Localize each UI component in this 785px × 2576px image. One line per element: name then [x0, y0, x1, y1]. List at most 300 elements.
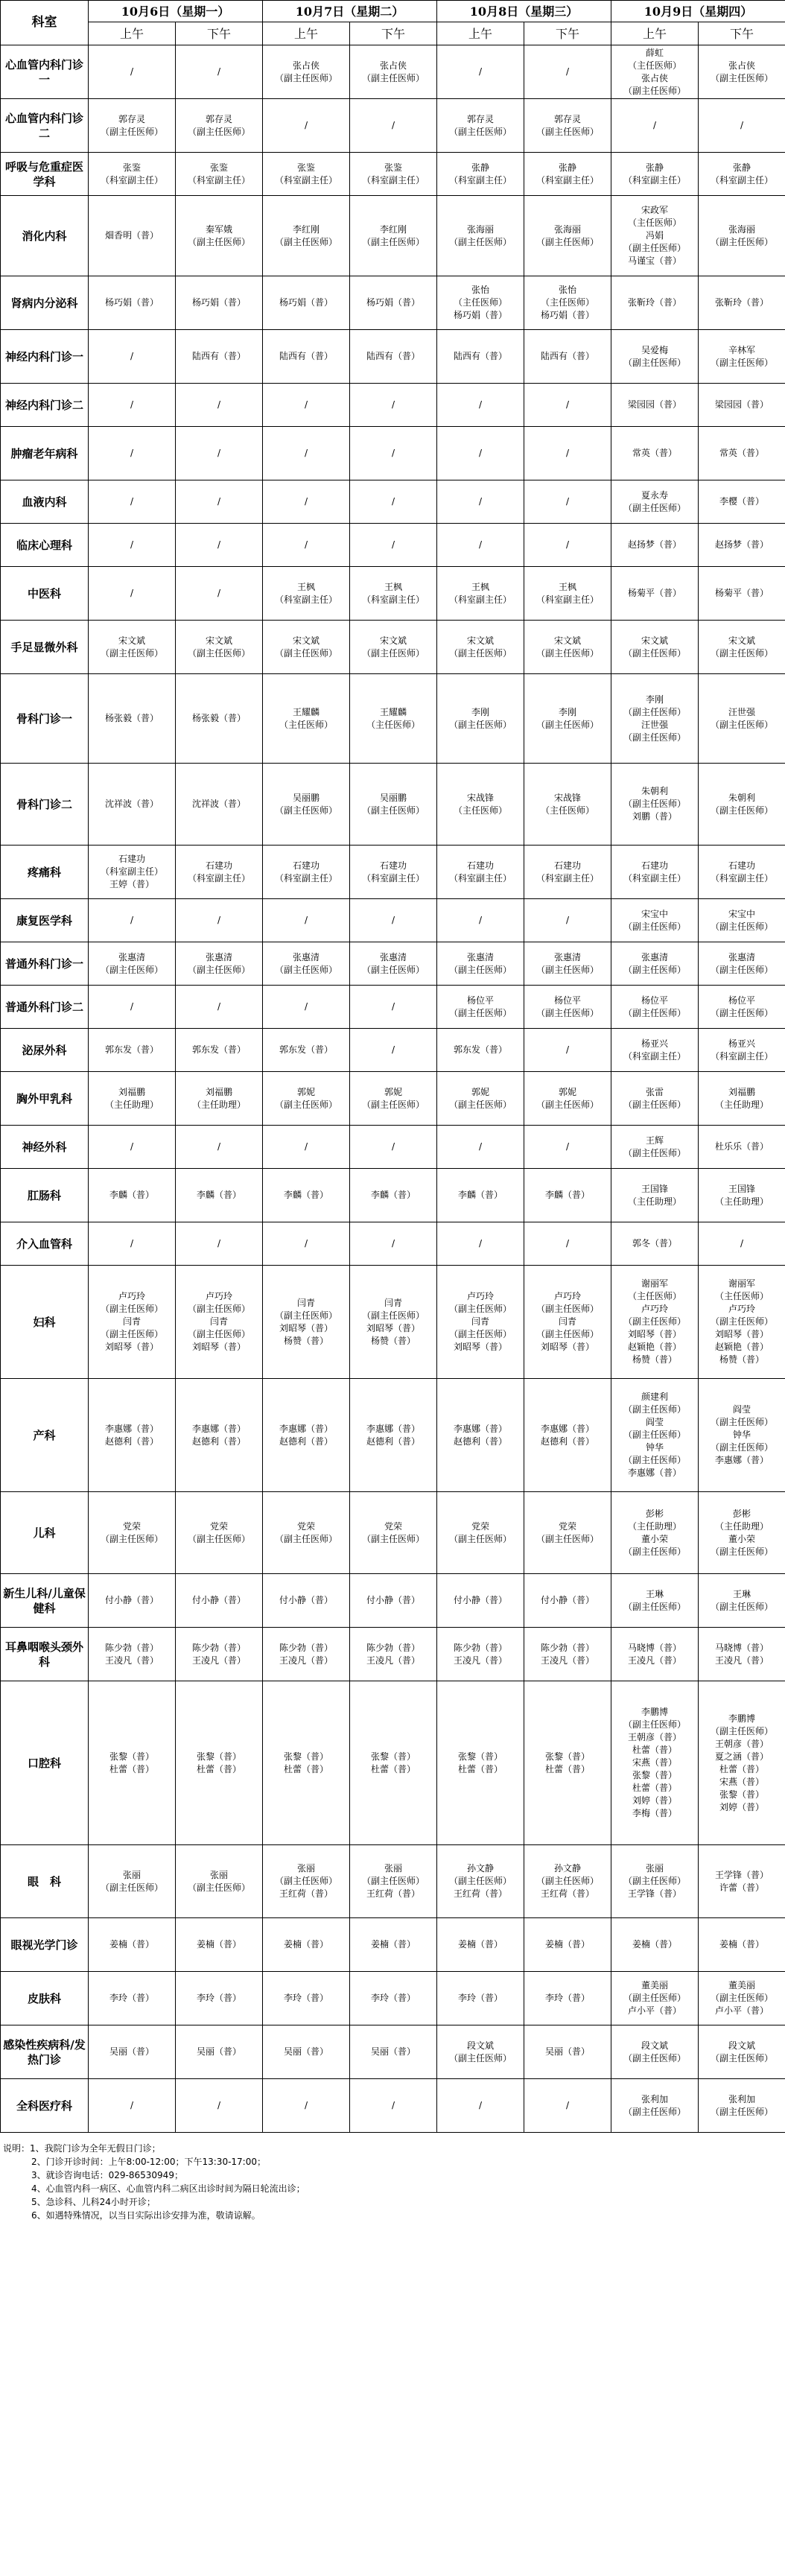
doctor-entry: 郭冬（普）: [632, 1238, 677, 1249]
schedule-cell-tue-pm: [350, 986, 437, 1029]
table-row: [1, 1628, 785, 1681]
doctor-entry: 姜楠（普）: [632, 1939, 677, 1950]
doctor-entry: 王凌凡（普）: [714, 1655, 769, 1666]
doctor-entry: 刘昭琴（普）: [627, 1329, 681, 1339]
doctor-entry: 李麟（普）: [370, 1190, 416, 1200]
doctor-entry: （副主任医师）: [274, 805, 337, 816]
table-row: [1, 764, 785, 846]
schedule-cell-mon-pm: [176, 1169, 263, 1222]
doctor-entry: （科室副主任）: [535, 872, 599, 883]
doctor-entry: /: [478, 496, 483, 507]
schedule-cell-mon-pm: [176, 1574, 263, 1628]
schedule-cell-tue-am: [263, 1029, 350, 1072]
schedule-cell-mon-am: [89, 1628, 176, 1681]
doctor-entry: 张黎（普）: [544, 1751, 590, 1762]
schedule-cell-mon-pm: [176, 1072, 263, 1126]
doctor-entry: （主任助理）: [104, 1099, 159, 1110]
doctor-entry: 王学锋（普）: [627, 1888, 681, 1899]
schedule-cell-wed-am: [437, 899, 524, 942]
doctor-entry: /: [217, 1001, 221, 1012]
doctor-entry: 王琳: [732, 1588, 751, 1599]
doctor-entry: 宋燕（普）: [632, 1757, 677, 1768]
schedule-cell-tue-am: [263, 1126, 350, 1169]
doctor-entry: （副主任医师）: [710, 1601, 773, 1612]
doctor-entry: 马晓博（普）: [627, 1642, 681, 1653]
dept-name: 肿瘤老年病科: [1, 427, 89, 480]
doctor-entry: （副主任医师）: [623, 1007, 686, 1018]
doctor-entry: 赵德利（普）: [366, 1435, 420, 1447]
doctor-entry: 张黎（普）: [196, 1751, 241, 1762]
doctor-entry: 宋文斌: [728, 635, 755, 646]
doctor-entry: 杨菊平（普）: [714, 588, 769, 598]
schedule-cell-mon-am: [89, 1072, 176, 1126]
doctor-entry: 王红荷（普）: [279, 1888, 333, 1899]
schedule-cell-thu-pm: [699, 567, 785, 621]
doctor-entry: /: [304, 1001, 308, 1012]
doctor-entry: 赵颖艳（普）: [714, 1342, 769, 1352]
schedule-cell-wed-pm: [524, 45, 611, 99]
schedule-cell-tue-am: [263, 942, 350, 986]
doctor-entry: 李玲（普）: [544, 1993, 590, 2003]
am-header: 上午: [611, 22, 699, 45]
doctor-entry: （副主任医师）: [274, 1533, 337, 1544]
doctor-entry: （副主任医师）: [535, 1007, 599, 1018]
doctor-entry: 李麟（普）: [457, 1190, 503, 1200]
doctor-entry: （副主任医师）: [710, 1007, 773, 1018]
day-header-wed: 10月8日（星期三）: [437, 1, 611, 22]
dept-name: 骨科门诊二: [1, 764, 89, 846]
schedule-cell-tue-pm: [350, 1492, 437, 1574]
doctor-entry: 陈少勃（普）: [540, 1642, 594, 1653]
doctor-entry: 郭妮: [558, 1086, 576, 1097]
doctor-entry: 陈少勃（普）: [104, 1642, 159, 1653]
doctor-entry: 党荣: [558, 1520, 576, 1532]
table-row: [1, 986, 785, 1029]
schedule-cell-thu-pm: [699, 1845, 785, 1918]
schedule-cell-tue-am: [263, 567, 350, 621]
doctor-entry: 杜蕾（普）: [283, 1763, 328, 1774]
doctor-entry: 石建功: [379, 860, 407, 871]
schedule-cell-mon-pm: [176, 567, 263, 621]
schedule-cell-mon-am: [89, 942, 176, 986]
doctor-entry: /: [304, 915, 308, 925]
doctor-entry: 郭东发（普）: [104, 1044, 159, 1055]
doctor-entry: 王枫: [558, 581, 576, 592]
doctor-entry: （副主任医师）: [623, 1876, 686, 1886]
note-line: 6、如遇特殊情况，以当日实际出诊安排为准，敬请谅解。: [31, 2210, 261, 2221]
doctor-entry: 宋宝中: [641, 908, 668, 919]
doctor-entry: 郭存灵: [205, 113, 232, 124]
schedule-cell-wed-pm: [524, 1266, 611, 1379]
schedule-cell-wed-am: [437, 1972, 524, 2025]
table-row: [1, 1029, 785, 1072]
doctor-entry: 段文斌: [641, 2040, 668, 2051]
doctor-entry: （副主任医师）: [710, 647, 773, 659]
doctor-entry: 张鉴: [122, 162, 141, 173]
doctor-entry: /: [391, 1044, 395, 1055]
doctor-entry: 王红荷（普）: [366, 1888, 420, 1899]
schedule-cell-tue-pm: [350, 1972, 437, 2025]
table-row: [1, 1845, 785, 1918]
doctor-entry: 李惠娜（普）: [540, 1423, 594, 1434]
schedule-cell-mon-am: [89, 1972, 176, 2025]
schedule-cell-mon-am: [89, 480, 176, 524]
schedule-cell-wed-pm: [524, 764, 611, 846]
doctor-entry: 王枫: [296, 581, 315, 592]
schedule-cell-wed-am: [437, 942, 524, 986]
table-row: [1, 1266, 785, 1379]
schedule-cell-wed-pm: [524, 1918, 611, 1972]
dept-name: 眼 科: [1, 1845, 89, 1918]
doctor-entry: 梁园园（普）: [627, 399, 681, 410]
doctor-entry: /: [217, 1238, 221, 1249]
doctor-entry: （副主任医师）: [274, 236, 337, 247]
doctor-entry: /: [565, 66, 570, 77]
doctor-entry: （副主任医师）: [274, 72, 337, 83]
schedule-cell-wed-am: [437, 1918, 524, 1972]
schedule-cell-mon-pm: [176, 196, 263, 276]
schedule-cell-mon-pm: [176, 427, 263, 480]
schedule-cell-thu-am: [611, 899, 699, 942]
schedule-cell-tue-am: [263, 524, 350, 567]
table-row: [1, 846, 785, 899]
doctor-entry: 吴丽（普）: [196, 2046, 241, 2057]
schedule-cell-tue-pm: [350, 1845, 437, 1918]
doctor-entry: 颜建利: [641, 1392, 668, 1402]
doctor-entry: 姜楠（普）: [283, 1939, 328, 1950]
doctor-entry: （副主任医师）: [535, 126, 599, 137]
schedule-cell-wed-pm: [524, 567, 611, 621]
doctor-entry: 畑香明（普）: [104, 230, 159, 241]
doctor-entry: （副主任医师）: [361, 1099, 425, 1110]
doctor-entry: 姜楠（普）: [370, 1939, 416, 1950]
dept-name: 全科医疗科: [1, 2079, 89, 2133]
doctor-entry: /: [391, 496, 395, 507]
doctor-entry: （副主任医师）: [535, 1099, 599, 1110]
table-row: [1, 621, 785, 674]
doctor-entry: 杨菊平（普）: [627, 588, 681, 598]
schedule-cell-thu-pm: [699, 942, 785, 986]
doctor-entry: 王凌凡（普）: [279, 1655, 333, 1666]
schedule-cell-wed-pm: [524, 1169, 611, 1222]
doctor-entry: 张丽: [122, 1869, 141, 1880]
dept-name: 呼吸与危重症医学科: [1, 153, 89, 196]
doctor-entry: （科室副主任）: [623, 872, 686, 883]
schedule-cell-tue-am: [263, 986, 350, 1029]
schedule-cell-wed-pm: [524, 899, 611, 942]
doctor-entry: 卢小平（普）: [627, 2005, 681, 2016]
doctor-entry: 刘福鹏: [118, 1086, 145, 1097]
doctor-entry: （科室副主任）: [623, 1050, 686, 1062]
doctor-entry: （副主任医师）: [710, 719, 773, 730]
doctor-entry: （副主任医师）: [448, 1533, 512, 1544]
doctor-entry: 李惠娜（普）: [191, 1423, 246, 1434]
doctor-entry: 宋文斌: [641, 635, 668, 646]
schedule-cell-wed-pm: [524, 1029, 611, 1072]
doctor-entry: 钟华: [645, 1442, 664, 1453]
schedule-cell-tue-am: [263, 480, 350, 524]
dept-name: 血液内科: [1, 480, 89, 524]
doctor-entry: （副主任医师）: [623, 799, 686, 809]
doctor-entry: /: [304, 539, 308, 550]
doctor-entry: 李麟（普）: [109, 1190, 154, 1200]
doctor-entry: （副主任医师）: [710, 805, 773, 816]
doctor-entry: 张静: [558, 162, 576, 173]
schedule-cell-wed-am: [437, 276, 524, 330]
doctor-entry: 杨位平: [728, 994, 755, 1006]
schedule-cell-tue-am: [263, 330, 350, 384]
schedule-cell-mon-pm: [176, 1845, 263, 1918]
doctor-entry: （科室副主任）: [361, 872, 425, 883]
doctor-entry: （副主任医师）: [623, 1316, 686, 1327]
doctor-entry: 刘昭琴（普）: [191, 1342, 246, 1352]
doctor-entry: 赵扬梦（普）: [627, 539, 681, 550]
doctor-entry: （副主任医师）: [100, 1882, 163, 1893]
doctor-entry: 宋文斌: [553, 635, 581, 646]
doctor-entry: （副主任医师）: [448, 126, 512, 137]
doctor-entry: （副主任医师）: [535, 719, 599, 730]
table-row: [1, 899, 785, 942]
doctor-entry: 杨位平: [641, 994, 668, 1006]
doctor-entry: （主任医师）: [627, 1291, 681, 1301]
dept-name: 感染性疾病科/发热门诊: [1, 2025, 89, 2079]
doctor-entry: 刘婷（普）: [719, 1801, 764, 1812]
schedule-cell-tue-am: [263, 2079, 350, 2133]
doctor-entry: 杨位平: [466, 994, 494, 1006]
doctor-entry: /: [391, 448, 395, 458]
schedule-cell-thu-pm: [699, 674, 785, 764]
doctor-entry: 宋文斌: [292, 635, 320, 646]
doctor-entry: 张鉴: [296, 162, 315, 173]
doctor-entry: （科室副主任）: [448, 594, 512, 605]
doctor-entry: （副主任医师）: [710, 1725, 773, 1736]
doctor-entry: /: [130, 539, 134, 550]
schedule-cell-wed-pm: [524, 1222, 611, 1266]
schedule-cell-wed-pm: [524, 846, 611, 899]
schedule-cell-mon-am: [89, 764, 176, 846]
doctor-entry: 张海丽: [728, 223, 755, 235]
doctor-entry: 李刚: [645, 694, 664, 705]
doctor-entry: /: [130, 399, 134, 410]
doctor-entry: 谢丽军: [728, 1278, 755, 1289]
schedule-cell-wed-pm: [524, 1072, 611, 1126]
schedule-cell-thu-pm: [699, 2025, 785, 2079]
schedule-cell-thu-pm: [699, 153, 785, 196]
doctor-entry: （副主任医师）: [623, 2106, 686, 2117]
doctor-entry: 吴丽（普）: [109, 2046, 154, 2057]
dept-name: 妇科: [1, 1266, 89, 1379]
schedule-cell-wed-pm: [524, 2079, 611, 2133]
schedule-cell-tue-am: [263, 2025, 350, 2079]
notes-section: [0, 2142, 785, 2222]
doctor-entry: （副主任医师）: [710, 1442, 773, 1453]
doctor-entry: 杨巧娟（普）: [279, 297, 333, 308]
doctor-entry: /: [565, 1238, 570, 1249]
doctor-entry: （副主任医师）: [710, 964, 773, 975]
table-row: [1, 1126, 785, 1169]
schedule-cell-tue-pm: [350, 524, 437, 567]
doctor-entry: （副主任医师）: [448, 1304, 512, 1314]
doctor-entry: 陈少勃（普）: [191, 1642, 246, 1653]
doctor-entry: /: [478, 915, 483, 925]
doctor-entry: （科室副主任）: [361, 594, 425, 605]
schedule-cell-tue-pm: [350, 621, 437, 674]
doctor-entry: /: [217, 496, 221, 507]
schedule-cell-wed-pm: [524, 1492, 611, 1574]
doctor-entry: /: [130, 915, 134, 925]
doctor-entry: 赵德利（普）: [453, 1435, 507, 1447]
doctor-entry: 张惠清: [292, 951, 320, 962]
pm-header: 下午: [524, 22, 611, 45]
doctor-entry: 许蕾（普）: [719, 1882, 764, 1893]
schedule-cell-wed-am: [437, 764, 524, 846]
schedule-cell-thu-am: [611, 1222, 699, 1266]
doctor-entry: 李惠娜（普）: [627, 1468, 681, 1478]
doctor-entry: 赵扬梦（普）: [714, 539, 769, 550]
schedule-cell-wed-am: [437, 524, 524, 567]
schedule-cell-thu-pm: [699, 330, 785, 384]
doctor-entry: 王耀麟: [292, 706, 320, 717]
schedule-cell-wed-am: [437, 1222, 524, 1266]
doctor-entry: 薛虹: [645, 47, 664, 58]
doctor-entry: （科室副主任）: [274, 872, 337, 883]
schedule-cell-thu-pm: [699, 986, 785, 1029]
schedule-cell-wed-pm: [524, 276, 611, 330]
doctor-entry: /: [130, 351, 134, 361]
table-row: [1, 99, 785, 153]
doctor-entry: 赵德利（普）: [104, 1435, 159, 1447]
schedule-cell-mon-am: [89, 1029, 176, 1072]
schedule-cell-wed-pm: [524, 524, 611, 567]
schedule-cell-wed-pm: [524, 1379, 611, 1492]
doctor-entry: （副主任医师）: [710, 2106, 773, 2117]
doctor-entry: 党荣: [384, 1520, 402, 1532]
doctor-entry: /: [217, 448, 221, 458]
doctor-entry: 石建功: [205, 860, 232, 871]
schedule-cell-thu-am: [611, 2079, 699, 2133]
doctor-entry: 郭东发（普）: [279, 1044, 333, 1055]
schedule-cell-wed-pm: [524, 153, 611, 196]
note-line: 5、急诊科、儿科24小时开诊；: [31, 2197, 156, 2207]
doctor-entry: 张丽: [296, 1863, 315, 1874]
doctor-entry: 付小静（普）: [453, 1595, 507, 1605]
doctor-entry: 杨巧娟（普）: [453, 310, 507, 320]
doctor-entry: 王凌凡（普）: [104, 1655, 159, 1666]
doctor-entry: 常英（普）: [632, 448, 677, 458]
doctor-entry: 刘福鹏: [728, 1086, 755, 1097]
doctor-entry: 郭妮: [384, 1086, 402, 1097]
dept-name: 肛肠科: [1, 1169, 89, 1222]
doctor-entry: （主任医师）: [714, 1291, 769, 1301]
dept-name: 疼痛科: [1, 846, 89, 899]
schedule-cell-thu-am: [611, 1379, 699, 1492]
day-header-mon: 10月6日（星期一）: [89, 1, 263, 22]
dept-name: 眼视光学门诊: [1, 1918, 89, 1972]
doctor-entry: 党荣: [122, 1520, 141, 1532]
doctor-entry: 宋战锋: [466, 792, 494, 803]
doctor-entry: （副主任医师）: [361, 236, 425, 247]
pm-header: 下午: [699, 22, 785, 45]
doctor-entry: /: [304, 1238, 308, 1249]
doctor-entry: 李玲（普）: [196, 1993, 241, 2003]
doctor-entry: （主任医师）: [453, 297, 507, 308]
doctor-entry: （副主任医师）: [710, 236, 773, 247]
schedule-cell-tue-pm: [350, 1222, 437, 1266]
schedule-cell-tue-pm: [350, 99, 437, 153]
doctor-entry: （副主任医师）: [274, 1876, 337, 1886]
doctor-entry: 张怡: [558, 285, 576, 295]
doctor-entry: 李玲（普）: [283, 1993, 328, 2003]
doctor-entry: （科室副主任）: [535, 174, 599, 185]
doctor-entry: /: [304, 399, 308, 410]
doctor-entry: （副主任医师）: [623, 1404, 686, 1415]
doctor-entry: 闫青: [296, 1297, 315, 1308]
doctor-entry: （副主任医师）: [623, 1601, 686, 1612]
doctor-entry: /: [478, 1141, 483, 1152]
doctor-entry: 张静: [645, 162, 664, 173]
doctor-entry: （主任医师）: [627, 218, 681, 228]
schedule-cell-thu-am: [611, 480, 699, 524]
doctor-entry: 陆西有（普）: [540, 351, 594, 361]
doctor-entry: 汪世强: [641, 719, 668, 730]
schedule-cell-wed-am: [437, 1266, 524, 1379]
doctor-entry: 李刚: [558, 706, 576, 717]
schedule-cell-wed-am: [437, 986, 524, 1029]
doctor-entry: （副主任医师）: [448, 1007, 512, 1018]
schedule-cell-wed-am: [437, 99, 524, 153]
doctor-entry: （科室副主任）: [535, 594, 599, 605]
dept-name: 普通外科门诊一: [1, 942, 89, 986]
doctor-entry: 杜蕾（普）: [457, 1763, 503, 1774]
doctor-entry: 姜楠（普）: [457, 1939, 503, 1950]
table-row: [1, 1379, 785, 1492]
schedule-cell-tue-pm: [350, 276, 437, 330]
table-row: [1, 1574, 785, 1628]
doctor-entry: （副主任医师）: [361, 1310, 425, 1321]
doctor-entry: 卢巧玲: [466, 1291, 494, 1301]
doctor-entry: 吴丽（普）: [544, 2046, 590, 2057]
schedule-cell-wed-pm: [524, 384, 611, 427]
schedule-cell-mon-pm: [176, 846, 263, 899]
doctor-entry: 赵颖艳（普）: [627, 1342, 681, 1352]
schedule-cell-tue-am: [263, 1845, 350, 1918]
table-row: [1, 330, 785, 384]
doctor-entry: 刘昭琴（普）: [453, 1342, 507, 1352]
schedule-cell-wed-pm: [524, 1972, 611, 2025]
am-header: 上午: [263, 22, 350, 45]
schedule-cell-mon-pm: [176, 153, 263, 196]
schedule-cell-tue-am: [263, 153, 350, 196]
schedule-cell-tue-pm: [350, 2025, 437, 2079]
doctor-entry: （副主任医师）: [187, 1882, 250, 1893]
schedule-cell-thu-am: [611, 1972, 699, 2025]
schedule-cell-wed-am: [437, 1492, 524, 1574]
doctor-entry: 刘昭琴（普）: [714, 1329, 769, 1339]
schedule-cell-mon-am: [89, 1126, 176, 1169]
doctor-entry: 李玲（普）: [457, 1993, 503, 2003]
doctor-entry: （主任助理）: [191, 1099, 246, 1110]
schedule-cell-mon-pm: [176, 2025, 263, 2079]
schedule-body: [1, 45, 785, 2133]
doctor-entry: （副主任医师）: [187, 1533, 250, 1544]
schedule-cell-mon-pm: [176, 1628, 263, 1681]
schedule-cell-mon-pm: [176, 45, 263, 99]
schedule-cell-wed-am: [437, 384, 524, 427]
schedule-cell-wed-am: [437, 1126, 524, 1169]
table-row: [1, 1169, 785, 1222]
doctor-entry: （副主任医师）: [710, 1993, 773, 2003]
doctor-entry: 梁园园（普）: [714, 399, 769, 410]
